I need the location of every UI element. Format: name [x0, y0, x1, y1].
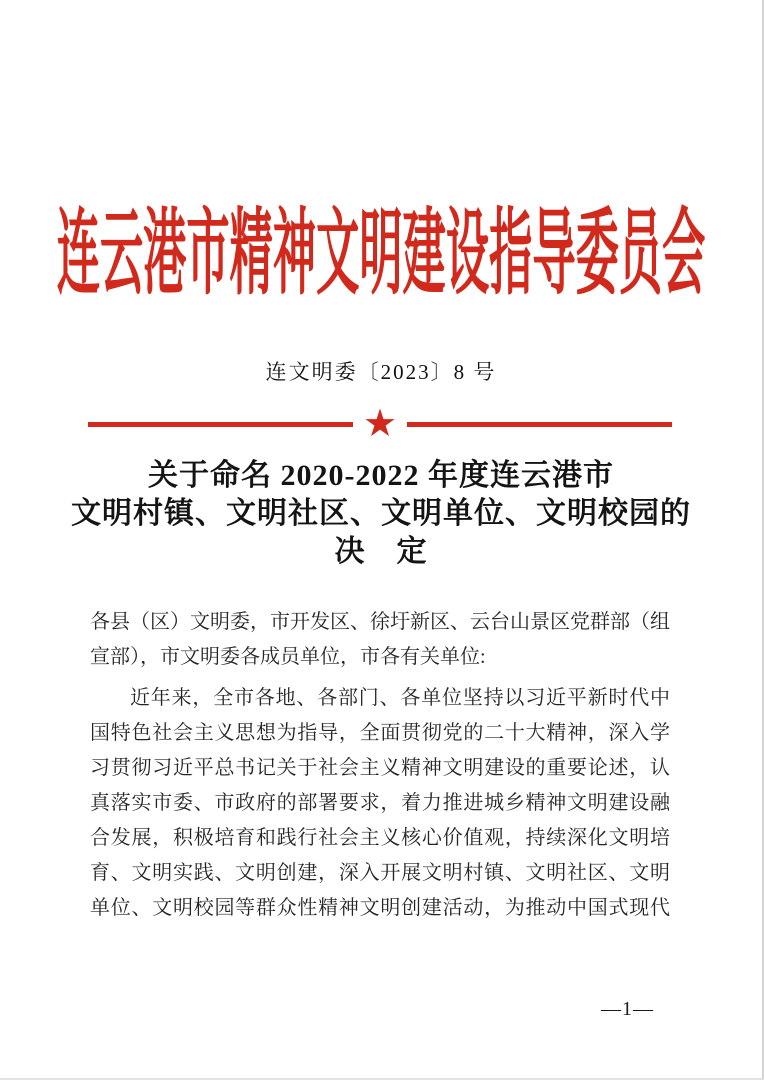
star-icon: ★: [362, 401, 398, 445]
body-paragraph: [90, 681, 670, 926]
document-title-line: 决 定: [334, 535, 428, 568]
body-line: 育、文明实践、文明创建，深入开展文明村镇、文明社区、文明: [90, 862, 670, 884]
salutation-line: 宣部），市文明委各成员单位，市各有关单位:: [90, 646, 486, 668]
document-title-line: 文明村镇、文明社区、文明单位、文明校园的: [71, 497, 691, 530]
masthead: [0, 196, 762, 312]
body-line: 合发展，积极培育和践行社会主义核心价值观，持续深化文明培: [90, 827, 670, 849]
body-line: 习贯彻习近平总书记关于社会主义精神文明建设的重要论述，认: [90, 757, 670, 779]
divider-line-right: [407, 422, 672, 427]
agency-title: 连云港市精神文明建设指导委员会: [56, 202, 706, 306]
red-divider: [88, 401, 672, 445]
document-body: [90, 605, 670, 926]
document-title-line: 关于命名 2020-2022 年度连云港市: [148, 459, 614, 492]
body-line: 真落实市委、市政府的部署要求，着力推进城乡精神文明建设融: [90, 792, 670, 814]
body-line: 国特色社会主义思想为指导，全面贯彻党的二十大精神，深入学: [90, 722, 670, 744]
document-number: 连文明委〔2023〕8 号: [265, 360, 497, 384]
body-line: 单位、文明校园等群众性精神文明创建活动，为推动中国式现代: [90, 897, 670, 919]
body-line: 近年来，全市各地、各部门、各单位坚持以习近平新时代中: [130, 687, 670, 709]
document-title: [40, 457, 722, 571]
divider-line-left: [88, 422, 353, 427]
salutation-line: 各县（区）文明委，市开发区、徐圩新区、云台山景区党群部（组: [90, 611, 670, 633]
salutation-paragraph: [90, 605, 670, 675]
page-number: —1—: [601, 998, 654, 1020]
